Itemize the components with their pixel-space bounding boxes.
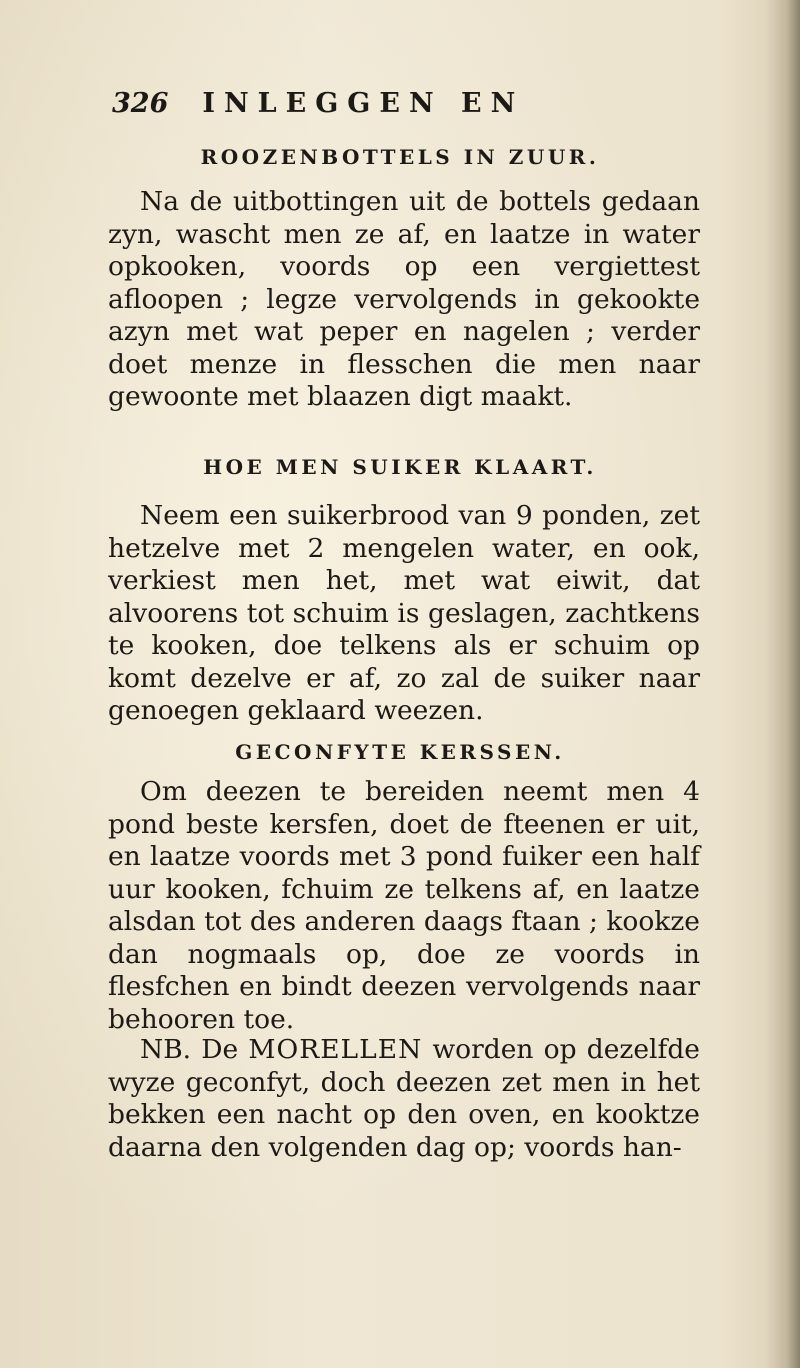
page-number: 326 <box>112 88 169 119</box>
section-heading-roozenbottels: ROOZENBOTTELS IN ZUUR. <box>200 145 600 169</box>
running-head-title: INLEGGEN EN <box>202 88 525 119</box>
page-edge <box>766 0 800 1368</box>
note-prefix: NB. De <box>140 1034 239 1065</box>
note-term: MORELLEN <box>248 1034 423 1065</box>
section-heading-suiker: HOE MEN SUIKER KLAART. <box>203 455 597 479</box>
note-morellen <box>108 1034 700 1164</box>
running-head <box>112 88 632 119</box>
section-heading-kerssen: GECONFYTE KERSSEN. <box>235 740 565 764</box>
paragraph-kerssen: Om deezen te bereiden neemt men 4 pond beste kersfen, doet de fteenen er uit, en laatze voords met 3 pond fuiker een half uur kooken, fchuim ze telkens af, en laatze alsdan tot des anderen daags ftaan ; kookze dan nogmaals op, doe ze voords in flesfchen en bindt deezen vervolgends naar behooren toe. <box>108 776 700 1035</box>
paragraph-roozenbottels: Na de uitbottingen uit de bottels gedaan zyn, wascht men ze af, en laatze in water opkooken, voords op een vergiettest afloopen ; legze vervolgends in gekookte azyn met wat peper en nagelen ; verder doet menze in flesschen die men naar gewoonte met blaazen digt maakt. <box>108 186 700 412</box>
note-text: worden op dezelfde wyze geconfyt, doch deezen zet men in het bekken een nacht op den oven, en kooktze daarna den volgenden dag op; voords han- <box>108 1034 700 1163</box>
paragraph-suiker: Neem een suikerbrood van 9 ponden, zet hetzelve met 2 mengelen water, en ook, verkiest men het, met wat eiwit, dat alvoorens tot schuim is geslagen, zachtkens te kooken, doe telkens als er schuim op komt dezelve er af, zo zal de suiker naar genoegen geklaard weezen. <box>108 500 700 726</box>
